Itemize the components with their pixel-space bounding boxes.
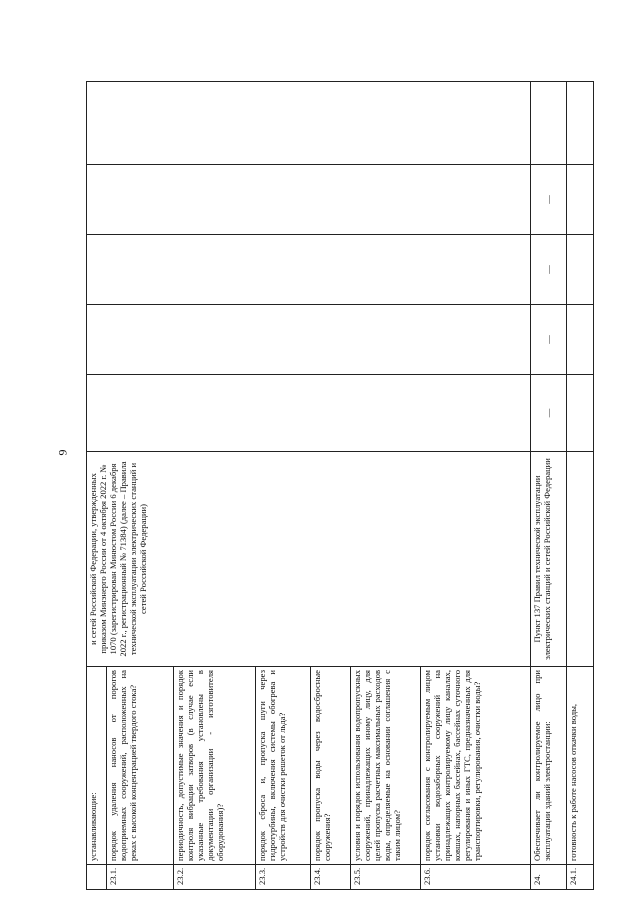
row-number bbox=[87, 865, 107, 890]
row-number: 24. bbox=[531, 865, 567, 890]
row-number: 24.1. bbox=[567, 865, 594, 890]
legal-basis: и сетей Российской Федерации, утвержденных приказом Минэнерго России от 4 октября 2022 г. № 1070 (зарегистрирован Минюстом России 6 декабря 2022 г., регистрационный № 71384) (далее – Правила технической эксплуатации электрических станций и сетей Российской Федерации) bbox=[87, 452, 531, 667]
row-number: 23.3. bbox=[256, 865, 311, 890]
question-text: устанавливающие: bbox=[87, 667, 107, 865]
table-row bbox=[567, 82, 594, 890]
answer-cell bbox=[87, 305, 531, 375]
question-text: условия и порядок использования водопропускных сооружений, принадлежащих иному лицу, для целей пропуска расчетных максимальных расходов воды, определяемые на основании соглашения с таким лицом? bbox=[351, 667, 421, 865]
question-text: Обеспечивает ли контролируемое лицо при эксплуатации зданий электростанции: bbox=[531, 667, 567, 865]
answer-cell: — bbox=[531, 165, 567, 235]
row-number: 23.1. bbox=[107, 865, 174, 890]
notes-cell bbox=[567, 82, 594, 165]
answer-cell bbox=[567, 165, 594, 235]
rotated-table-container bbox=[86, 82, 593, 890]
answer-cell bbox=[567, 235, 594, 305]
answer-cell: — bbox=[531, 305, 567, 375]
answer-cell bbox=[87, 235, 531, 305]
answer-cell bbox=[567, 305, 594, 375]
legal-basis: Пункт 137 Правил технической эксплуатации электрических станций и сетей Российской Федерации bbox=[531, 452, 567, 667]
question-text: порядок пропуска воды через водосбросные сооружения? bbox=[311, 667, 351, 865]
answer-cell: — bbox=[531, 375, 567, 452]
question-text: готовность к работе насосов откачки воды, bbox=[567, 667, 594, 865]
notes-cell bbox=[531, 82, 567, 165]
answer-cell: — bbox=[531, 235, 567, 305]
row-number: 23.2. bbox=[174, 865, 256, 890]
page-number: 9 bbox=[55, 449, 70, 456]
answer-cell bbox=[87, 375, 531, 452]
answer-cell bbox=[567, 375, 594, 452]
question-text: порядок согласования с контролируемым лицом установки водозаборных сооружений на принадлежащих контролируемому лицу каналах, ковшах, напорных бассейнах, бассейнах суточного регулирования и иных ГТС, предназначенных для транспортировки, регулирования, очистки воды? bbox=[421, 667, 531, 865]
answer-cell bbox=[87, 165, 531, 235]
legal-basis bbox=[567, 452, 594, 667]
question-text: периодичность, допустимые значения и порядок контроля вибрации затворов (в случае если указанные требования установлены в документации организации - изготовителя оборудования)? bbox=[174, 667, 256, 865]
row-number: 23.5. bbox=[351, 865, 421, 890]
checklist-table bbox=[86, 81, 594, 890]
question-text: порядок сброса и, пропуска шуги через гидротурбины, включения системы обогрева и устройств для очистки решеток от льда? bbox=[256, 667, 311, 865]
table-row bbox=[87, 82, 107, 890]
question-text: порядок удаления наносов от порогов водоприемных сооружений, расположенных на реках с высокой концентрацией твердого стока? bbox=[107, 667, 174, 865]
row-number: 23.6. bbox=[421, 865, 531, 890]
table-row bbox=[531, 82, 567, 890]
notes-cell bbox=[87, 82, 531, 165]
row-number: 23.4. bbox=[311, 865, 351, 890]
